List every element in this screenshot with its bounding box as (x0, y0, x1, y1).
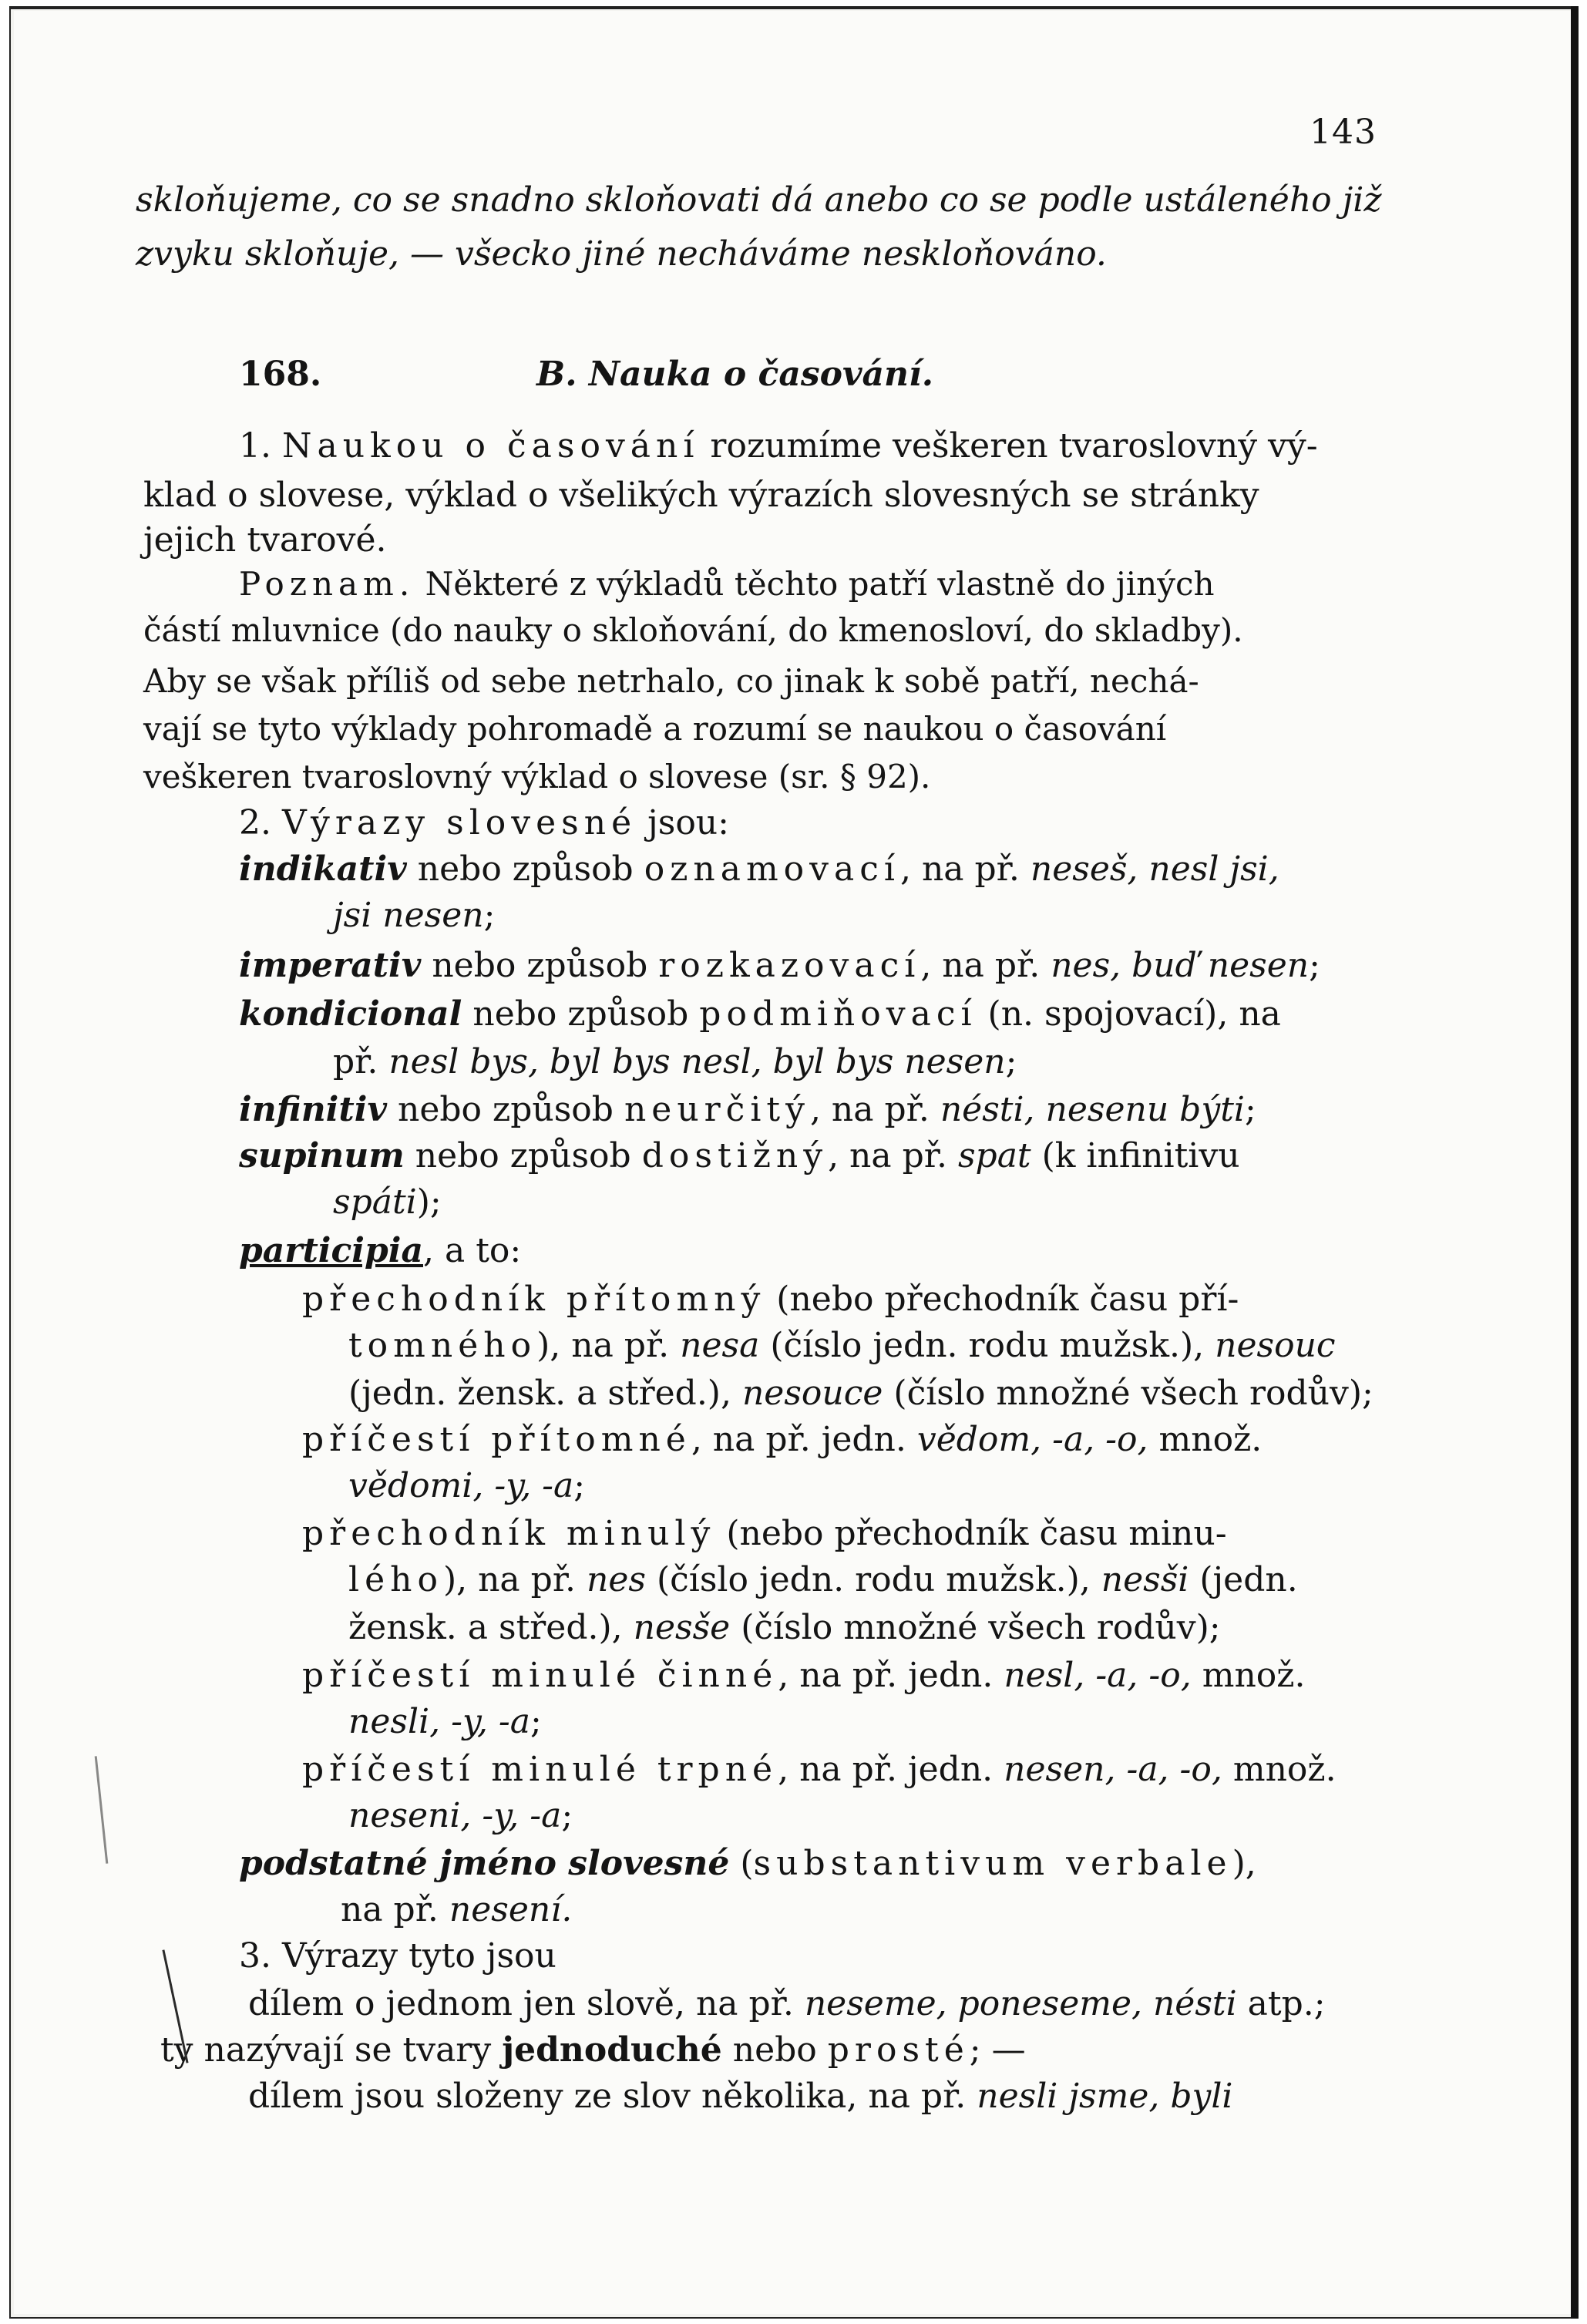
form-kondicional: kondicional nebo způsob podmiňovací (n. spojovací), na (239, 994, 1281, 1034)
para-3-line-4: dílem jsou složeny ze slov několika, na př. nesli jsme, byli (248, 2077, 1233, 2116)
note-line-3: Aby se však příliš od sebe netrhalo, co jinak k sobě patří, nechá- (143, 662, 1199, 700)
section-number: 168. (239, 355, 322, 394)
form-participia: participia, a to: (239, 1231, 522, 1270)
form-substantivum-cont: na př. nesení. (341, 1890, 573, 1929)
participle-5-line-2: neseni, -y, -a; (348, 1796, 573, 1835)
note-line-1: Poznam. Některé z výkladů těchto patří vlastně do jiných (239, 565, 1215, 603)
participle-1-line-1: přechodník přítomný (nebo přechodník času pří- (302, 1280, 1239, 1319)
book-page (9, 6, 1579, 2319)
participle-3-line-2: lého), na př. nes (číslo jedn. rodu mužsk.), nesši (jedn. (348, 1560, 1298, 1599)
participle-3-line-1: přechodník minulý (nebo přechodník času minu- (302, 1514, 1227, 1553)
margin-pencil-mark (95, 1756, 109, 1864)
participle-4-line-1: příčestí minulé činné, na př. jedn. nesl, -a, -o, množ. (302, 1656, 1306, 1695)
participle-2-line-1: příčestí přítomné, na př. jedn. vědom, -a, -o, množ. (302, 1420, 1263, 1459)
page-edge-right (1571, 6, 1579, 2319)
para-3-line-1: 3. Výrazy tyto jsou (239, 1936, 556, 1976)
para-1-line-2: klad o slovese, výklad o všelikých výrazích slovesných se stránky (143, 476, 1259, 515)
form-infinitiv: infinitiv nebo způsob neurčitý, na př. nésti, nesenu býti; (239, 1090, 1256, 1129)
para-1-line-3: jejich tvarové. (143, 520, 387, 560)
participle-5-line-1: příčestí minulé trpné, na př. jedn. nesen, -a, -o, množ. (302, 1750, 1337, 1789)
page-number: 143 (1310, 113, 1377, 152)
section-title: B. Nauka o časování. (536, 355, 934, 394)
participle-1-line-2: tomného), na př. nesa (číslo jedn. rodu mužsk.), nesouc (348, 1326, 1336, 1365)
note-line-2: částí mluvnice (do nauky o skloňování, do kmenosloví, do skladby). (143, 611, 1243, 649)
para-1-line-1: 1. Naukou o časování rozumíme veškeren tvaroslovný vý- (239, 426, 1318, 466)
carryover-line-2: zvyku skloňuje, — všecko jiné necháváme neskloňováno. (136, 234, 1107, 274)
form-supinum: supinum nebo způsob dostižný, na př. spat (k infinitivu (239, 1136, 1240, 1175)
note-line-5: veškeren tvaroslovný výklad o slovese (sr. § 92). (143, 758, 931, 795)
para-3-line-3: ty nazývají se tvary jednoduché nebo prosté; — (160, 2030, 1026, 2070)
form-imperativ: imperativ nebo způsob rozkazovací, na př. nes, buď nesen; (239, 946, 1320, 985)
form-kondicional-cont: př. nesl bys, byl bys nesl, byl bys nesen; (333, 1042, 1017, 1081)
para-3-line-2: dílem o jednom jen slově, na př. neseme, poneseme, nésti atp.; (248, 1984, 1326, 2023)
form-indikativ: indikativ nebo způsob oznamovací, na př. neseš, nesl jsi, (239, 849, 1279, 889)
form-substantivum: podstatné jméno slovesné (substantivum verbale), (239, 1844, 1256, 1883)
carryover-line-1: skloňujeme, co se snadno skloňovati dá anebo co se podle ustáleného již (136, 180, 1382, 220)
participle-3-line-3: žensk. a střed.), nesše (číslo množné všech rodův); (348, 1608, 1221, 1647)
participle-2-line-2: vědomi, -y, -a; (348, 1466, 586, 1505)
participle-1-line-3: (jedn. žensk. a střed.), nesouce (číslo množné všech rodův); (348, 1374, 1373, 1413)
para-2-line-1: 2. Výrazy slovesné jsou: (239, 803, 729, 842)
page-edge-top (9, 6, 1579, 9)
form-supinum-cont: spáti); (333, 1182, 442, 1222)
participle-4-line-2: nesli, -y, -a; (348, 1702, 542, 1741)
form-indikativ-cont: jsi nesen; (333, 896, 496, 935)
note-line-4: vají se tyto výklady pohromadě a rozumí se naukou o časování (143, 710, 1167, 748)
